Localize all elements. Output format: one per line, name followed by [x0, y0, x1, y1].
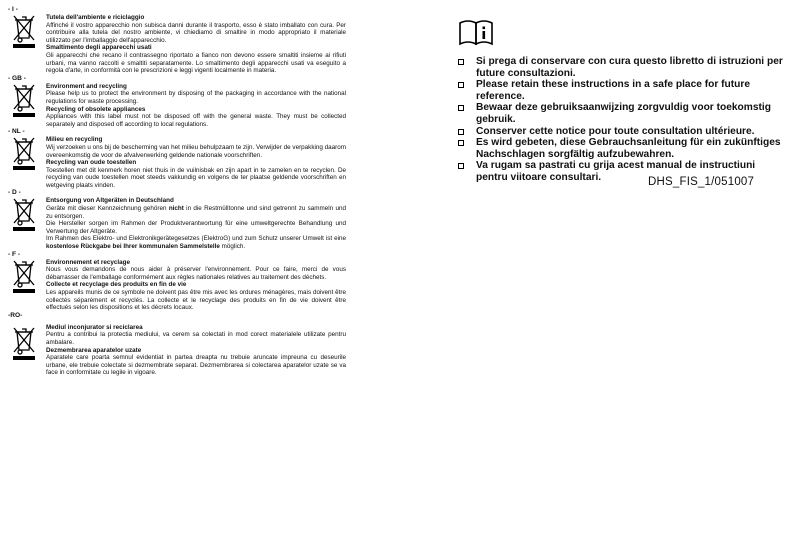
list-item-text: Va rugam sa pastrati cu grija acest manual de instructiuni pentru viitoare consultari. — [476, 160, 756, 183]
section-text: Appliances with this label must not be disposed off with the general waste. They must be collected separately and disposed off according to local regulations. — [46, 113, 346, 128]
section-fr — [8, 259, 346, 312]
weee-bin-icon — [12, 83, 38, 119]
checkbox-bullet-icon — [458, 82, 464, 88]
section-text: Pentru a contribui la protectia mediului, va cerem sa colectati in mod corect materialele utilizate pentru ambalare. — [46, 331, 346, 346]
section-title: Milieu en recycling — [46, 136, 103, 144]
section-text: Please help us to protect the environment by disposing of the packaging in accordance with the national regulations for waste processing. — [46, 90, 346, 105]
section-title: Recycling of obsolete appliances — [46, 105, 146, 113]
text-run: Geräte mit dieser Kennzeichnung gehören — [46, 205, 169, 213]
section-title: Tutela dell'ambiente e riciclaggio — [46, 14, 145, 21]
weee-bin-icon — [12, 14, 38, 50]
checkbox-bullet-icon — [458, 140, 464, 146]
section-gb — [8, 83, 346, 129]
section-title: Mediul inconjurator si reciclarea — [46, 323, 143, 331]
section-text — [46, 205, 346, 220]
list-item-text: Bewaar deze gebruiksaanwijzing zorgvuldig voor toekomstig gebruik. — [476, 102, 771, 125]
section-title: Environnement et recyclage — [46, 258, 130, 266]
section-ro — [8, 324, 346, 377]
checkbox-bullet-icon — [458, 59, 464, 65]
section-lang-label: -RO- — [8, 311, 23, 319]
section-lang-label: - F - — [8, 250, 21, 258]
weee-bin-icon — [12, 136, 38, 172]
weee-bin-icon — [12, 197, 38, 233]
checkbox-bullet-icon — [458, 163, 464, 169]
section-text: Les appareils munis de ce symbole ne doivent pas être mis avec les ordures ménagères, mais doivent être collectés séparément et recyclés. La collecte et le recyclage des produits en fin de vie doivent être effectués selon les dispositions et les décrets locaux. — [46, 289, 346, 312]
list-item — [458, 137, 788, 160]
section-text: Toestellen met dit kenmerk horen niet thuis in de vuilnisbak en zijn apart in te zamelen en te recyclen. De recycling van oude toestellen moet steeds vakkundig en volgens de ter plaatse geldende voorschriften en wetgeving plaats vinden. — [46, 166, 346, 189]
list-item-text: Conserver cette notice pour toute consultation ultérieure. — [476, 125, 755, 137]
section-it — [8, 14, 346, 75]
section-text: Affinché il vostro apparecchio non subisca danni durante il trasporto, esso è stato imballato con cura. Per contribuire alla tutela del nostro ambiente, vi chiediamo di smaltire in modo appropriato il materiale utilizzato per l'imballaggio dell'apparecchio. — [46, 21, 346, 44]
section-title: Smaltimento degli apparecchi usati — [46, 44, 152, 52]
list-item — [458, 102, 788, 125]
list-item-text: Si prega di conservare con cura questo libretto di istruzioni per future consultazioni. — [476, 56, 783, 79]
text-run-bold: kostenlose Rückgabe bei Ihrer kommunalen Sammelstelle — [46, 243, 220, 251]
text-run-bold: nicht — [168, 205, 184, 213]
section-title: Environment and recycling — [46, 82, 127, 90]
section-lang-label: - NL - — [8, 128, 25, 136]
section-title: Collecte et recyclage des produits en fin de vie — [46, 281, 187, 289]
checkbox-bullet-icon — [458, 105, 464, 111]
section-title: Recycling van oude toestellen — [46, 159, 137, 167]
section-text: Die Hersteller sorgen im Rahmen der Produktverantwortung für eine umweltgerechte Behandlung und Verwertung der Altgeräte. — [46, 220, 346, 235]
document-id: DHS_FIS_1/051007 — [648, 176, 755, 188]
list-item-text: Es wird gebeten, diese Gebrauchsanleitung für ein zukünftiges Nachschlagen sorgfältig aufzubewahren. — [476, 137, 781, 160]
keep-instructions-list — [458, 56, 788, 184]
section-text — [46, 235, 346, 250]
text-run: in die Restmülltonne und sind getrennt zu sammeln und zu entsorgen. — [46, 205, 346, 220]
left-column — [8, 6, 346, 377]
checkbox-bullet-icon — [458, 129, 464, 135]
list-item-text: Please retain these instructions in a safe place for future reference. — [476, 79, 751, 102]
section-nl — [8, 136, 346, 189]
list-item — [458, 56, 788, 79]
section-text: Aparatele care poarta semnul evidentiat in partea dreapta nu trebuie aruncate impreuna cu deseurile urbane, ele trebuie colectate si dezmembrate separat. Dezmembrarea si colectarea aparatelor uzate se va face in conformitate cu legile in vigoare. — [46, 354, 346, 377]
section-text: Wij verzoeken u ons bij de bescherming van het milieu behulpzaam te zijn. Verwijder de verpakking daarom overeenkomstig de voor de afvalverwerking geldende nationale voorschriften. — [46, 143, 346, 159]
text-run: möglich. — [219, 243, 246, 251]
section-lang-label: - I - — [8, 6, 18, 13]
list-item — [458, 79, 788, 102]
section-title: Dezmembrarea aparatelor uzate — [46, 346, 142, 354]
right-column — [458, 18, 788, 184]
weee-bin-icon — [12, 259, 38, 295]
section-de — [8, 197, 346, 250]
info-book-icon — [458, 18, 494, 46]
text-run: Im Rahmen des Elektro- und Elektronikgerätegesetzes (ElektroG) und zum Schutz unserer Umwelt ist eine — [46, 235, 346, 243]
section-text: Nous vous demandons de nous aider à préserver l'environnement. Pour ce faire, merci de vous débarrasser de l'emballage conformément aux règles nationales relatives au traitement des déchets. — [46, 266, 346, 281]
list-item — [458, 126, 788, 138]
section-lang-label: - D - — [8, 189, 21, 197]
section-lang-label: - GB - — [8, 74, 26, 82]
section-text: Gli apparecchi che recano il contrassegno riportato a fianco non devono essere smaltiti insieme ai rifiuti urbani, ma vanno raccolti e smaltiti separatamente. Lo smaltimento degli apparecchi usati va eseguito a regola d'arte, in conformità con le prescrizioni e leggi vigenti localmente in materia. — [46, 51, 346, 75]
weee-bin-icon — [12, 326, 38, 362]
section-title: Entsorgung von Altgeräten in Deutschland — [46, 197, 174, 205]
